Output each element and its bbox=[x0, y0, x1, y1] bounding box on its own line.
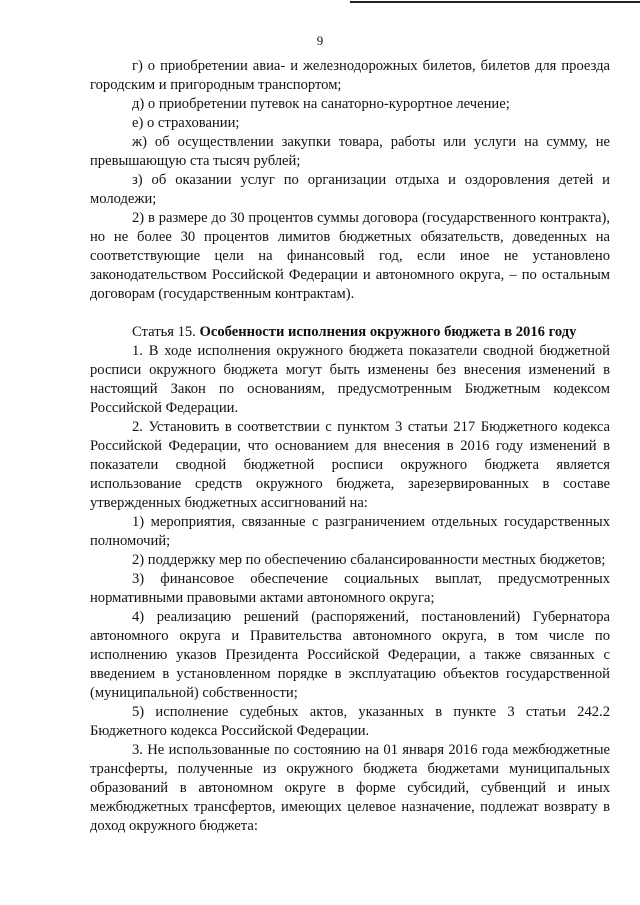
article-prefix: Статья 15. bbox=[132, 324, 200, 340]
paragraph: ж) об осуществлении закупки товара, работы или услуги на сумму, не превышающую ста тысяч рублей; bbox=[90, 134, 610, 169]
scan-edge-line bbox=[350, 1, 640, 3]
paragraph: е) о страховании; bbox=[132, 115, 240, 131]
paragraph: д) о приобретении путевок на санаторно-курортное лечение; bbox=[132, 96, 510, 112]
article-title: Особенности исполнения окружного бюджета в 2016 году bbox=[199, 324, 577, 340]
paragraph: 5) исполнение судебных актов, указанных в пункте 3 статьи 242.2 Бюджетного кодекса Российской Федерации. bbox=[90, 704, 610, 739]
paragraph: 1. В ходе исполнения окружного бюджета показатели сводной бюджетной росписи окружного бюджета могут быть изменены без внесения изменений в настоящий Закон по основаниям, предусмотренным Бюджетным кодексом Российской Федерации. bbox=[90, 343, 610, 416]
page-number: 9 bbox=[316, 33, 324, 48]
document-body bbox=[90, 57, 610, 836]
paragraph: з) об оказании услуг по организации отдыха и оздоровления детей и молодежи; bbox=[90, 172, 610, 207]
paragraph: 2) в размере до 30 процентов суммы договора (государственного контракта), но не более 30 процентов лимитов бюджетных обязательств, доведенных на соответствующие цели на финансовый год, если иное не установлено законодательством Российской Федерации и автономного округа, – по остальным договорам (государственным контрактам). bbox=[90, 210, 610, 302]
article-heading bbox=[90, 323, 610, 342]
paragraph: 4) реализацию решений (распоряжений, постановлений) Губернатора автономного округа и Правительства автономного округа, в том числе по исполнению указов Президента Российской Федерации, а также связанных с введением в установленном порядке в эксплуатацию объектов государственной (муниципальной) собственности; bbox=[90, 609, 610, 701]
paragraph: 2) поддержку мер по обеспечению сбалансированности местных бюджетов; bbox=[132, 552, 606, 568]
paragraph: 3. Не использованные по состоянию на 01 января 2016 года межбюджетные трансферты, полученные из окружного бюджета бюджетами муниципальных образований в автономном округе в форме субсидий, субвенций и иных межбюджетных трансфертов, имеющих целевое назначение, подлежат возврату в доход окружного бюджета: bbox=[90, 742, 610, 834]
paragraph: 1) мероприятия, связанные с разграничением отдельных государственных полномочий; bbox=[90, 514, 610, 549]
paragraph: 3) финансовое обеспечение социальных выплат, предусмотренных нормативными правовыми актами автономного округа; bbox=[90, 571, 610, 606]
paragraph: г) о приобретении авиа- и железнодорожных билетов, билетов для проезда городским и пригородным транспортом; bbox=[90, 58, 610, 93]
paragraph: 2. Установить в соответствии с пунктом 3 статьи 217 Бюджетного кодекса Российской Федерации, что основанием для внесения в 2016 году изменений в показатели сводной бюджетной росписи окружного бюджета является использование средств окружного бюджета, зарезервированных в составе утвержденных бюджетных ассигнований на: bbox=[90, 419, 610, 511]
